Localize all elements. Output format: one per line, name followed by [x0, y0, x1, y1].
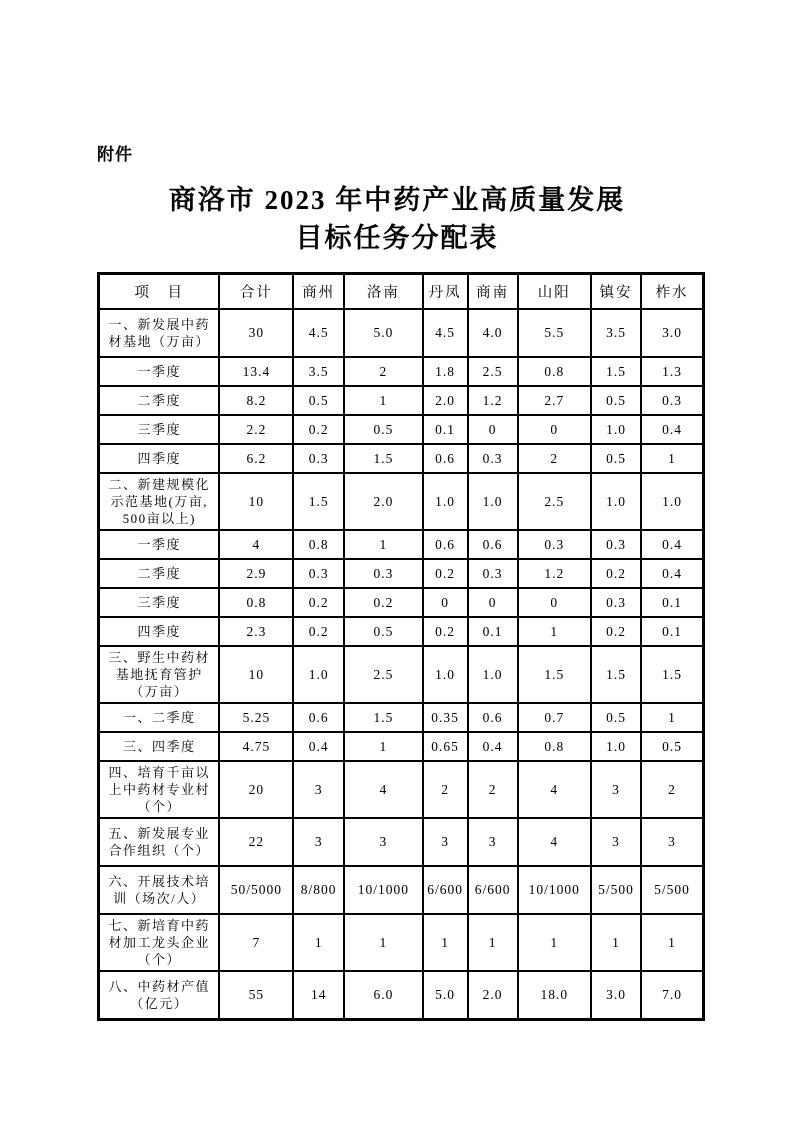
- row-label-cell: 一季度: [99, 530, 220, 559]
- value-cell: 1.5: [293, 473, 344, 530]
- value-cell: 1.0: [641, 473, 703, 530]
- value-cell: 4: [344, 761, 423, 818]
- value-cell: 0.5: [293, 386, 344, 415]
- value-cell: 0.1: [641, 617, 703, 646]
- value-cell: 1.0: [423, 646, 468, 703]
- value-cell: 0.4: [641, 530, 703, 559]
- value-cell: 1.2: [518, 559, 591, 588]
- value-cell: 0.35: [423, 703, 468, 732]
- value-cell: 2.0: [423, 386, 468, 415]
- value-cell: 2.0: [468, 971, 518, 1020]
- value-cell: 1: [468, 914, 518, 971]
- value-cell: 5.25: [219, 703, 293, 732]
- page-title-line-1: 商洛市 2023 年中药产业高质量发展: [168, 185, 626, 215]
- value-cell: 2.0: [344, 473, 423, 530]
- value-cell: 0.2: [591, 559, 641, 588]
- table-row: [99, 732, 704, 761]
- value-cell: 0.5: [591, 703, 641, 732]
- value-cell: 1.0: [591, 415, 641, 444]
- table-row: [99, 386, 704, 415]
- value-cell: 6/600: [423, 866, 468, 914]
- allocation-table: [97, 272, 705, 1021]
- value-cell: 0.4: [468, 732, 518, 761]
- value-cell: 0.8: [518, 357, 591, 386]
- value-cell: 0.3: [293, 444, 344, 473]
- value-cell: 7.0: [641, 971, 703, 1020]
- value-cell: 0.65: [423, 732, 468, 761]
- value-cell: 1: [518, 914, 591, 971]
- row-label-cell: 三、野生中药材基地抚育管护（万亩）: [99, 646, 220, 703]
- value-cell: 1.3: [641, 357, 703, 386]
- value-cell: 0.6: [423, 444, 468, 473]
- value-cell: 10/1000: [344, 866, 423, 914]
- value-cell: 2: [468, 761, 518, 818]
- value-cell: 0.2: [293, 588, 344, 617]
- row-label-cell: 三季度: [99, 588, 220, 617]
- value-cell: 1: [641, 914, 703, 971]
- value-cell: 1.5: [591, 646, 641, 703]
- value-cell: 0: [423, 588, 468, 617]
- attachment-label: 附件: [97, 145, 133, 164]
- column-header: 商南: [468, 274, 518, 310]
- value-cell: 0: [518, 415, 591, 444]
- value-cell: 0.2: [423, 559, 468, 588]
- row-label-cell: 四、培育千亩以上中药材专业村（个）: [99, 761, 220, 818]
- value-cell: 3.5: [591, 309, 641, 357]
- value-cell: 5/500: [591, 866, 641, 914]
- value-cell: 3: [423, 818, 468, 866]
- value-cell: 1.0: [591, 732, 641, 761]
- value-cell: 0.8: [219, 588, 293, 617]
- value-cell: 2.3: [219, 617, 293, 646]
- table-row: [99, 559, 704, 588]
- value-cell: 5.5: [518, 309, 591, 357]
- value-cell: 18.0: [518, 971, 591, 1020]
- value-cell: 1.5: [591, 357, 641, 386]
- value-cell: 0.5: [591, 386, 641, 415]
- value-cell: 3: [468, 818, 518, 866]
- table-row: [99, 357, 704, 386]
- table-row: [99, 914, 704, 971]
- value-cell: 3: [293, 761, 344, 818]
- column-header: 丹凤: [423, 274, 468, 310]
- value-cell: 1: [641, 444, 703, 473]
- value-cell: 0.5: [344, 617, 423, 646]
- value-cell: 0.3: [641, 386, 703, 415]
- table-row: [99, 971, 704, 1020]
- value-cell: 2: [423, 761, 468, 818]
- value-cell: 2.5: [518, 473, 591, 530]
- value-cell: 8.2: [219, 386, 293, 415]
- value-cell: 1: [423, 914, 468, 971]
- value-cell: 0: [468, 588, 518, 617]
- table-row: [99, 415, 704, 444]
- value-cell: 0.5: [591, 444, 641, 473]
- value-cell: 5.0: [423, 971, 468, 1020]
- value-cell: 5/500: [641, 866, 703, 914]
- value-cell: 13.4: [219, 357, 293, 386]
- value-cell: 0.5: [641, 732, 703, 761]
- value-cell: 20: [219, 761, 293, 818]
- row-label-cell: 三季度: [99, 415, 220, 444]
- value-cell: 2: [518, 444, 591, 473]
- value-cell: 2.5: [344, 646, 423, 703]
- table-row: [99, 473, 704, 530]
- value-cell: 4.5: [293, 309, 344, 357]
- value-cell: 2.5: [468, 357, 518, 386]
- table-row: [99, 588, 704, 617]
- value-cell: 0.4: [641, 415, 703, 444]
- row-label-cell: 七、新培育中药材加工龙头企业（个）: [99, 914, 220, 971]
- value-cell: 4: [518, 818, 591, 866]
- value-cell: 1.5: [344, 703, 423, 732]
- value-cell: 1.0: [423, 473, 468, 530]
- value-cell: 10/1000: [518, 866, 591, 914]
- value-cell: 8/800: [293, 866, 344, 914]
- value-cell: 1: [293, 914, 344, 971]
- value-cell: 0.2: [423, 617, 468, 646]
- table-row: [99, 617, 704, 646]
- value-cell: 0.4: [293, 732, 344, 761]
- table-row: [99, 703, 704, 732]
- value-cell: 3: [591, 818, 641, 866]
- table-row: [99, 530, 704, 559]
- row-label-cell: 一季度: [99, 357, 220, 386]
- value-cell: 1.0: [468, 646, 518, 703]
- value-cell: 14: [293, 971, 344, 1020]
- column-header: 项 目: [99, 274, 220, 310]
- page-title-line-2: 目标任务分配表: [295, 223, 499, 253]
- value-cell: 7: [219, 914, 293, 971]
- value-cell: 3.5: [293, 357, 344, 386]
- value-cell: 10: [219, 473, 293, 530]
- value-cell: 3: [591, 761, 641, 818]
- value-cell: 3.0: [641, 309, 703, 357]
- value-cell: 0.8: [518, 732, 591, 761]
- value-cell: 0.1: [468, 617, 518, 646]
- column-header: 山阳: [518, 274, 591, 310]
- value-cell: 0.7: [518, 703, 591, 732]
- value-cell: 4: [219, 530, 293, 559]
- value-cell: 0.4: [641, 559, 703, 588]
- value-cell: 10: [219, 646, 293, 703]
- row-label-cell: 二季度: [99, 559, 220, 588]
- value-cell: 1.0: [591, 473, 641, 530]
- value-cell: 1.5: [344, 444, 423, 473]
- table-row: [99, 761, 704, 818]
- value-cell: 1: [344, 914, 423, 971]
- column-header: 镇安: [591, 274, 641, 310]
- value-cell: 4: [518, 761, 591, 818]
- value-cell: 0.5: [344, 415, 423, 444]
- value-cell: 50/5000: [219, 866, 293, 914]
- row-label-cell: 四季度: [99, 444, 220, 473]
- value-cell: 1.8: [423, 357, 468, 386]
- table-header-row: [99, 274, 704, 310]
- value-cell: 55: [219, 971, 293, 1020]
- row-label-cell: 二季度: [99, 386, 220, 415]
- column-header: 商州: [293, 274, 344, 310]
- column-header: 柞水: [641, 274, 703, 310]
- value-cell: 0.6: [468, 703, 518, 732]
- value-cell: 3.0: [591, 971, 641, 1020]
- row-label-cell: 八、中药材产值（亿元）: [99, 971, 220, 1020]
- value-cell: 1: [344, 530, 423, 559]
- row-label-cell: 一、新发展中药材基地（万亩）: [99, 309, 220, 357]
- value-cell: 30: [219, 309, 293, 357]
- value-cell: 0.3: [344, 559, 423, 588]
- page-title: [0, 181, 794, 257]
- value-cell: 0.6: [423, 530, 468, 559]
- value-cell: 4.0: [468, 309, 518, 357]
- value-cell: 0.1: [641, 588, 703, 617]
- value-cell: 1: [518, 617, 591, 646]
- value-cell: 6/600: [468, 866, 518, 914]
- value-cell: 6.0: [344, 971, 423, 1020]
- value-cell: 2: [641, 761, 703, 818]
- value-cell: 3: [641, 818, 703, 866]
- value-cell: 1: [641, 703, 703, 732]
- value-cell: 1.0: [468, 473, 518, 530]
- value-cell: 0.3: [518, 530, 591, 559]
- value-cell: 0.2: [591, 617, 641, 646]
- value-cell: 0: [468, 415, 518, 444]
- value-cell: 6.2: [219, 444, 293, 473]
- value-cell: 2: [344, 357, 423, 386]
- value-cell: 3: [344, 818, 423, 866]
- value-cell: 2.9: [219, 559, 293, 588]
- table-row: [99, 444, 704, 473]
- value-cell: 0.3: [468, 444, 518, 473]
- row-label-cell: 二、新建规模化示范基地(万亩, 500亩以上): [99, 473, 220, 530]
- value-cell: 0.3: [293, 559, 344, 588]
- value-cell: 0.6: [468, 530, 518, 559]
- row-label-cell: 五、新发展专业合作组织（个）: [99, 818, 220, 866]
- value-cell: 0.6: [293, 703, 344, 732]
- row-label-cell: 六、开展技术培训（场次/人）: [99, 866, 220, 914]
- row-label-cell: 一、二季度: [99, 703, 220, 732]
- value-cell: 1: [591, 914, 641, 971]
- value-cell: 4.75: [219, 732, 293, 761]
- value-cell: 0.1: [423, 415, 468, 444]
- row-label-cell: 四季度: [99, 617, 220, 646]
- column-header: 合计: [219, 274, 293, 310]
- value-cell: 0.2: [293, 415, 344, 444]
- value-cell: 22: [219, 818, 293, 866]
- value-cell: 1.2: [468, 386, 518, 415]
- value-cell: 0.2: [344, 588, 423, 617]
- table-row: [99, 818, 704, 866]
- value-cell: 0.2: [293, 617, 344, 646]
- value-cell: 3: [293, 818, 344, 866]
- value-cell: 1.5: [518, 646, 591, 703]
- value-cell: 5.0: [344, 309, 423, 357]
- table-body: [99, 309, 704, 1020]
- table-row: [99, 866, 704, 914]
- value-cell: 2.2: [219, 415, 293, 444]
- value-cell: 1: [344, 732, 423, 761]
- value-cell: 2.7: [518, 386, 591, 415]
- table-row: [99, 309, 704, 357]
- value-cell: 0: [518, 588, 591, 617]
- value-cell: 0.3: [591, 530, 641, 559]
- column-header: 洛南: [344, 274, 423, 310]
- value-cell: 1.0: [293, 646, 344, 703]
- value-cell: 0.3: [591, 588, 641, 617]
- row-label-cell: 三、四季度: [99, 732, 220, 761]
- value-cell: 1.5: [641, 646, 703, 703]
- table-row: [99, 646, 704, 703]
- value-cell: 0.3: [468, 559, 518, 588]
- value-cell: 4.5: [423, 309, 468, 357]
- value-cell: 1: [344, 386, 423, 415]
- value-cell: 0.8: [293, 530, 344, 559]
